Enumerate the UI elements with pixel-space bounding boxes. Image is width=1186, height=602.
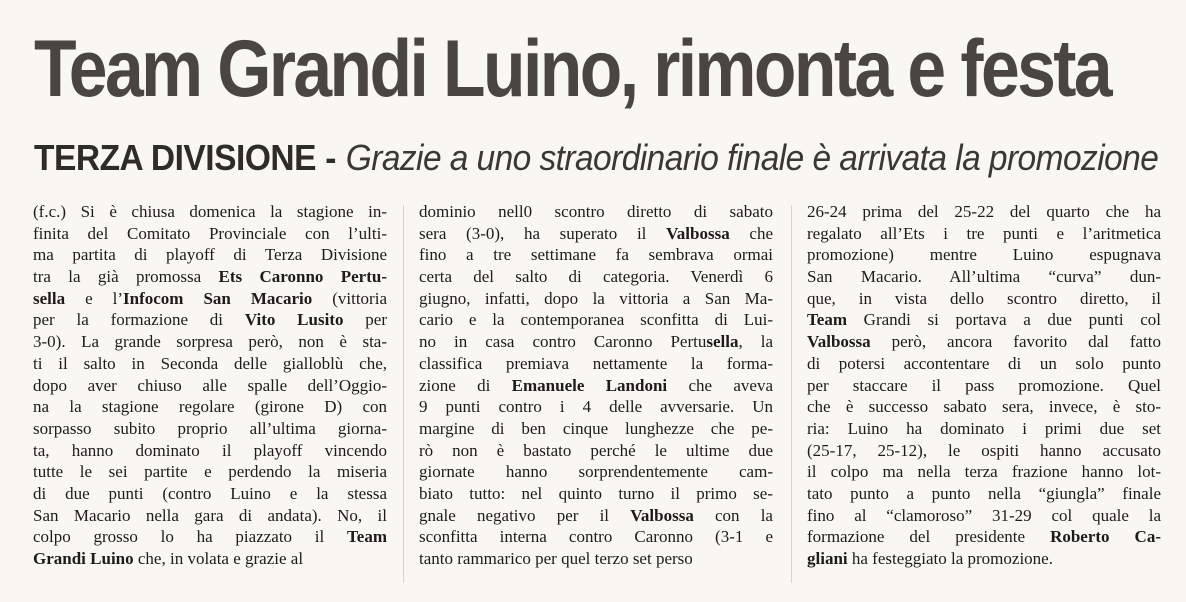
article-line: certa del salto di categoria. Venerdì 6 (419, 267, 773, 287)
article-line: finita del Comitato Provinciale con l’ulti- (33, 223, 387, 243)
article-column-1 (33, 201, 387, 570)
bold-name: Roberto Ca- (1050, 527, 1161, 547)
kicker-separator: - (315, 137, 346, 178)
article-line: ria: Luino ha dominato i primi due set (807, 418, 1161, 438)
article-line: tutte le sei partite e perdendo la miseria (33, 462, 387, 482)
headline: Team Grandi Luino, rimonta e festa (34, 24, 1111, 114)
article-line: ti il salto in Seconda delle gialloblù che, (33, 353, 387, 373)
article-line: sella e l’Infocom San Macario (vittoria (33, 288, 387, 308)
article-line: formazione del presidente Roberto Ca- (807, 527, 1161, 547)
article-line: giornate hanno sorprendentemente cam- (419, 462, 773, 482)
article-line: San Macario nella gara di andata). No, il (33, 505, 387, 525)
article-line: margine di ben cinque lunghezze che pe- (419, 418, 773, 438)
article-line: gliani ha festeggiato la promozione. (807, 549, 1053, 568)
article-line: di due punti (contro Luino e la stessa (33, 483, 387, 503)
article-column-2 (419, 201, 773, 570)
article-line: no in casa contro Caronno Pertusella, la (419, 332, 773, 352)
article-line: que, in vista dello scontro diretto, il (807, 288, 1161, 308)
article-line: biato tutto: nel quinto turno il primo se- (419, 483, 773, 503)
bold-name: Emanuele Landoni (511, 375, 668, 395)
bold-name: Grandi Luino (33, 549, 134, 568)
bold-name: Team (807, 310, 847, 330)
bold-name: Ets Caronno Pertu- (218, 267, 387, 287)
bold-name: Vito Lusito (244, 310, 344, 330)
article-line: Valbossa però, ancora favorito dal fatto (807, 332, 1161, 352)
bold-name: Team (347, 527, 387, 547)
article-line: cario e la contemporanea sconfitta di Lui- (419, 310, 773, 330)
article-line: giugno, infatti, dopo la vittoria a San Ma- (419, 288, 773, 308)
article-line: regalato all’Ets i tre punti e l’aritmetica (807, 223, 1161, 243)
bold-name: Valbossa (666, 223, 730, 243)
article-line: 3-0). La grande sorpresa però, non è sta- (33, 332, 387, 352)
article-line: fino al “clamoroso” 31-29 col quale la (807, 505, 1161, 525)
article-line: 9 punti contro i 4 delle avversarie. Un (419, 397, 773, 417)
article-line: na la stagione regolare (girone D) con (33, 397, 387, 417)
article-line: zione di Emanuele Landoni che aveva (419, 375, 773, 395)
article-line: tato punto a punto nella “giungla” finale (807, 483, 1161, 503)
article-line: classifica premiava nettamente la forma- (419, 353, 773, 373)
bold-name: sella (706, 332, 739, 352)
article-line: (25-17, 25-12), le ospiti hanno accusato (807, 440, 1161, 460)
article-line: ta, hanno dominato il playoff vincendo (33, 440, 387, 460)
article-column-3 (807, 201, 1161, 570)
article-line: ma partita di playoff di Terza Divisione (33, 245, 387, 265)
article-line: Grandi Luino che, in volata e grazie al (33, 549, 304, 568)
article-line: San Macario. All’ultima “curva” dun- (807, 267, 1161, 287)
article-line: il colpo ma nella terza frazione hanno lot- (807, 462, 1161, 482)
deck-text: Grazie a uno straordinario finale è arrivata la promozione (345, 137, 1159, 178)
article-line: (f.c.) Si è chiusa domenica la stagione in- (33, 202, 387, 221)
article-line: rò non è bastato perché le ultime due (419, 440, 773, 460)
article-line: che è successo sabato sera, invece, è sto- (807, 397, 1161, 417)
article-line: colpo grosso lo ha piazzato il Team (33, 527, 387, 547)
article-line: tanto rammarico per quel terzo set perso (419, 549, 693, 568)
section-kicker: TERZA DIVISIONE (34, 137, 316, 178)
column-divider (403, 205, 404, 583)
bold-name: sella (33, 288, 66, 308)
bold-name: Infocom San Macario (123, 288, 313, 308)
bold-name: gliani (807, 549, 848, 568)
article-line: sera (3-0), ha superato il Valbossa che (419, 223, 774, 243)
article-line: per la formazione di Vito Lusito per (33, 310, 387, 330)
article-line: dopo aver chiuso alle spalle dell’Oggio- (33, 375, 387, 395)
subheadline (34, 134, 1159, 182)
article-line: sorpasso subito proprio all’ultima giorna- (33, 418, 387, 438)
article-line: tra la già promossa Ets Caronno Pertu- (33, 267, 387, 287)
article-line: dominio nell0 scontro diretto di sabato (419, 202, 773, 221)
article-line: promozione) mentre Luino espugnava (807, 245, 1161, 265)
article-line: Team Grandi si portava a due punti col (807, 310, 1161, 330)
bold-name: Valbossa (807, 332, 871, 352)
article-line: 26-24 prima del 25-22 del quarto che ha (807, 202, 1161, 221)
bold-name: Valbossa (630, 505, 694, 525)
article-line: sconfitta interna contro Caronno (3-1 e (419, 527, 773, 547)
article-line: fino a tre settimane fa sembrava ormai (419, 245, 773, 265)
article-line: gnale negativo per il Valbossa con la (419, 505, 773, 525)
article-line: di potersi accontentare di un solo punto (807, 353, 1161, 373)
column-divider (791, 205, 792, 583)
article-line: per staccare il pass promozione. Quel (807, 375, 1161, 395)
